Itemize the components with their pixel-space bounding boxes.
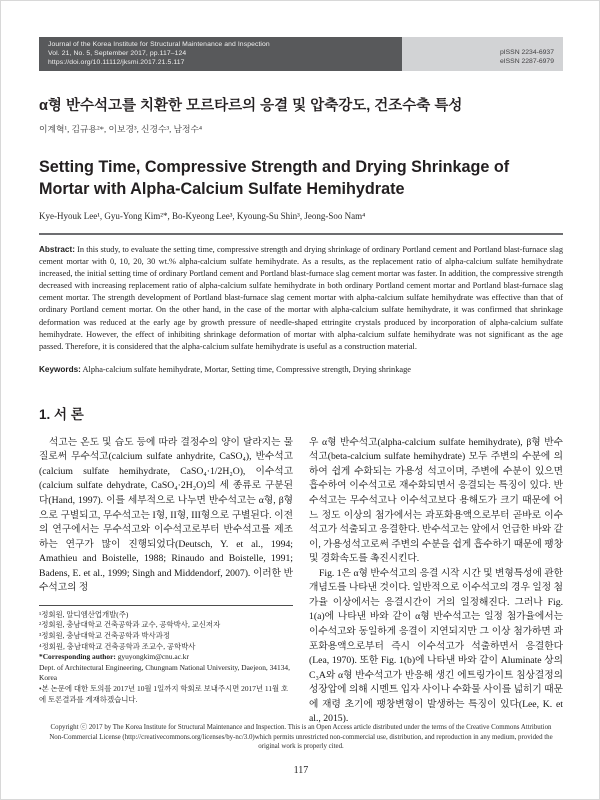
korean-authors: 이계혁¹, 김규용²*, 이보경³, 신경수³, 남정수⁴	[39, 124, 203, 134]
journal-volume-line: Vol. 21, No. 5, September 2017, pp.117–124	[48, 49, 187, 57]
footnote-2: ²정회원, 충남대학교 건축공학과 교수, 공학박사, 교신저자	[39, 620, 221, 630]
pissn: pISSN 2234-6937	[499, 49, 554, 56]
english-title: Setting Time, Compressive Strength and Drying Shrinkage of Mortar with Alpha-Calcium Sulfate Hemihydrate	[39, 158, 510, 198]
abstract-text: In this study, to evaluate the setting time, compressive strength and drying shrinkage of ordinary Portland cement and Portland blast-furnace slag cement mortar with 0, 10, 20, 30 wt.% alpha-calcium sulfate hemihydrate. As a results, as the replacement ratio of alpha-calcium sulfate hemihydrate increased, the initial setting time of ordinary Portland cement and Portland blast-furnace slag cement mortar was faster. In addition, the compressive strength decreased with increasing replacement ratio of alpha-calcium sulfate hemihydrate in both ordinary Portland cement mortar and Portland blast-furnace slag cement mortar. The strength development of Portland blast-furnace slag cement mortar with alpha-calcium sulfate hemihydrate was effective than that of ordinary Portland cement mortar. On the other hand, in the case of the mortar with alpha-calcium sulfate hemihydrate, it was confirmed that shrinkage deformation was reduced at the early age by growth pressure of needle-shaped ettringite crystals produced by incorporation of alpha-calcium sulfate hemihydrate. However, the effect of inhibiting shrinkage deformation of mortar with alpha-calcium sulfate hemihydrate was not significant as the age passed. Therefore, it is considered that the alpha-calcium sulfate hemihydrate is useful as a construction material.	[39, 245, 563, 351]
left-column	[39, 436, 293, 727]
right-column	[309, 436, 563, 727]
intro-paragraph-left: 석고는 온도 및 습도 등에 따라 결정수의 양이 달라지는 물질로써 무수석고(calcium sulfate anhydrite, CaSO₄), 반수석고(calcium sulfate hemihydrate, CaSO₄·1/2H₂O), 이수석고(calcium sulfate dehydrate, CaSO₄·2H₂O)의 세 종류로 구분된다(Hand, 1997). 이를 세부적으로 나누면 반수석고는 α형, β형으로 구별되고, 무수석고는 I형, II형, III형으로 구별된다. 이전의 연구에서는 무수석고와 이수석고로부터 반수석고를 제조하는 연구가 많이 진행되었다(Deutsch, Y. et al., 1994; Amathieu and Boistelle, 1988; Rinaudo and Boistelle, 1991; Badens, E. et al., 1999; Singh and Middendorf, 2007). 이러한 반수석고의 정	[39, 436, 293, 594]
intro-paragraph-right-2: Fig. 1은 α형 반수석고의 응결 시작 시간 및 변형특성에 관한 개념도를 나타낸 것이다. 일반적으로 이수석고의 경우 일정 첨가율 이상에서는 응결시간이 거의 일정해진다. 그러나 Fig. 1(a)에 나타낸 바와 같이 α형 반수석고는 일정 첨가율에서는 이수석고와 동일하게 응결이 지연되지만 그 이상 첨가하면 과포화용액으로부터 즉시 이수석고가 석출하면서 응결한다(Lea, 1970). 또한 Fig. 1(b)에 나타낸 바와 같이 Aluminate 상의 C₃A와 α형 반수석고가 반응해 생긴 에트링가이트 침상결정의 성장압에 의해 시멘트 입자 사이나 수화물 사이를 넓히기 때문에 재령 초기에 팽창변형이 발생하는 특징이 있다(Lee, K. et al., 2015).	[309, 567, 563, 725]
journal-page	[1, 1, 600, 799]
footnote-discussion-note: •본 논문에 대한 토의를 2017년 10월 1일까지 학회로 보내주시면 2017년 11월 호에 토론결과를 게재하겠습니다.	[39, 684, 289, 704]
corresponding-author-line	[39, 652, 293, 663]
journal-doi: https://doi.org/10.11112/jksmi.2017.21.5.117	[48, 58, 185, 66]
two-column-body	[39, 436, 563, 727]
section-1-heading: 1. 서 론	[39, 406, 84, 422]
journal-header-bar	[39, 37, 563, 71]
footnote-affiliation: Dept. of Architectural Engineering, Chungnam National University, Daejeon, 34134, Korea	[39, 662, 290, 683]
issn-box	[402, 37, 563, 71]
eissn: eISSN 2287-6979	[499, 57, 554, 65]
abstract-divider	[39, 233, 563, 235]
abstract-paragraph	[39, 244, 563, 353]
footnote-4: ⁴정회원, 충남대학교 건축공학과 조교수, 공학박사	[39, 641, 196, 651]
journal-info-box	[39, 37, 402, 71]
footnote-1: ¹정회원, 알디엠산업개발(주)	[39, 609, 129, 619]
abstract-label: Abstract:	[39, 245, 75, 254]
copyright-notice: Copyright ⓒ 2017 by The Korea Institute for Structural Maintenance and Inspection. This is an Open Access article distributed under the terms of the Creative Commons Attribution Non-Commercial License (http://creativecommons.org/licenses/by-nc/3.0)which permits unrestricted non-commercial use, distribution, and reproduction in any medium, provided the original work is properly cited.	[49, 724, 553, 751]
korean-title: α형 반수석고를 치환한 모르타르의 응결 및 압축강도, 건조수축 특성	[39, 98, 463, 114]
journal-name: Journal of the Korea Institute for Structural Maintenance and Inspection	[48, 41, 270, 48]
corresponding-author-label: *Corresponding author:	[39, 652, 116, 662]
keywords-label: Keywords:	[39, 364, 81, 374]
english-authors: Kye-Hyouk Lee¹, Gyu-Yong Kim²*, Bo-Kyeong Lee³, Kyoung-Su Shin³, Jeong-Soo Nam⁴	[39, 211, 366, 221]
footnote-3: ³정회원, 충남대학교 건축공학과 박사과정	[39, 631, 170, 641]
keywords-line	[39, 364, 563, 376]
author-footnotes	[39, 605, 293, 705]
page-number: 117	[293, 765, 309, 776]
keywords-text: Alpha-calcium sulfate hemihydrate, Mortar, Setting time, Compressive strength, Drying shrinkage	[82, 364, 411, 374]
corresponding-author-email: gyuyongkim@cnu.ac.kr	[115, 652, 189, 662]
intro-paragraph-right-1: 우 α형 반수석고(alpha-calcium sulfate hemihydrate), β형 반수석고(beta-calcium sulfate hemihydrate) 모두 주변의 수분에 의하여 쉽게 수화되는 가용성 석고이며, 주변에 수분이 있으면 흡수하여 이수석고로 재수화되면서 응결되는 특징이 있다. 반수석고는 무수석고나 이수석고보다 용해도가 크기 때문에 어느 정도 이상의 첨가에서는 과포화용액으로부터 곧바로 이수석고가 석출되고 응결한다. 반수석고는 앞에서 언급한 바와 같이, 가용성석고로써 주변의 수분을 쉽게 흡수하기 때문에 팽창 및 경화속도를 촉진시킨다.	[309, 436, 563, 565]
